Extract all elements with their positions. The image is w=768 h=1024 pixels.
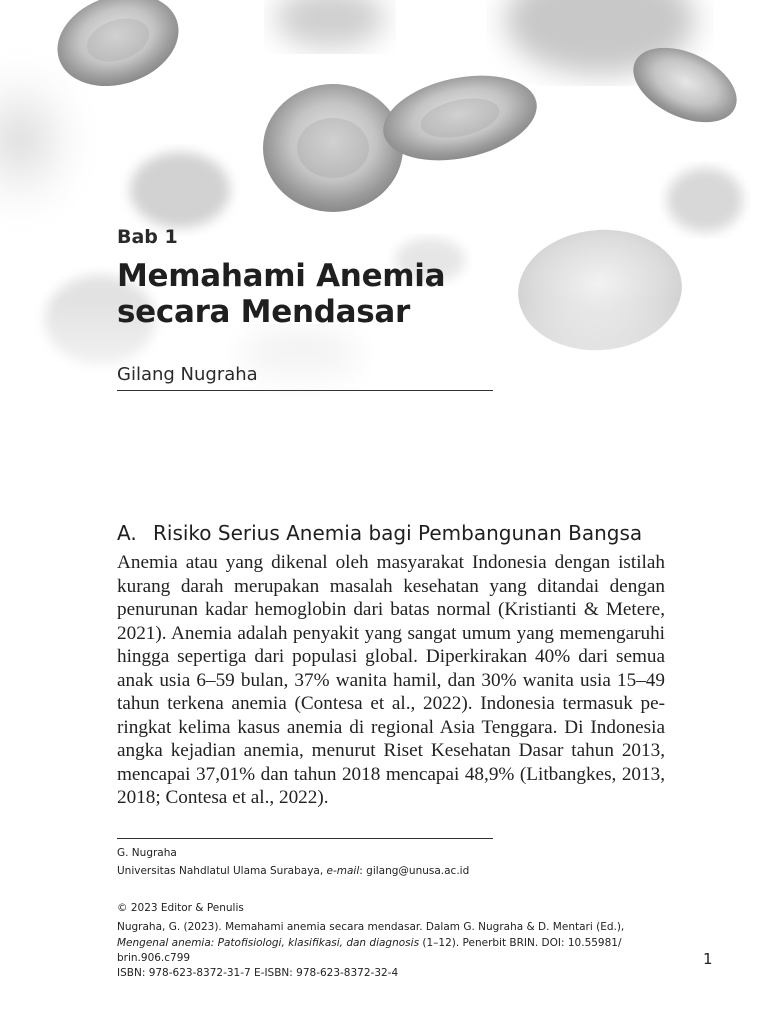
email-label: e-mail (326, 865, 360, 877)
section-heading (117, 521, 642, 545)
section-title: Risiko Serius Anemia bagi Pembangunan Bangsa (153, 521, 643, 545)
chapter-label: Bab 1 (117, 226, 178, 248)
author-divider (117, 390, 493, 391)
chapter-title-line-1: Memahami Anemia (117, 258, 446, 294)
body-paragraph: Anemia atau yang dikenal oleh masyarakat Indonesia dengan istilah kurang darah merupakan masalah kesehatan yang ditandai dengan penurunan kadar hemoglobin dari batas normal (Kristianti & Metere, 2021). Anemia adalah penyakit yang sangat umum yang memengaruhi hingga sepertiga dari populasi global. Diperkirakan 40% dari semua anak usia 6–59 bulan, 37% wanita hamil, dan 30% wanita usia 15–49 tahun terkena anemia (Contesa et al., 2022). Indonesia termasuk peringkat kelima kasus anemia di regional Asia Tenggara. Di Indonesia angka kejadian anemia, menurut Riset Kesehatan Dasar tahun 2013, mencapai 37,01% dan tahun 2018 mencapai 48,9% (Litbangkes, 2013, 2018; Contesa et al., 2022). (117, 552, 665, 808)
citation-pages-doi: (1–12). Penerbit BRIN. DOI: 10.55981/ (419, 937, 622, 949)
citation-line-2 (117, 936, 677, 951)
citation-doi-suffix[interactable]: brin.906.c799 (117, 952, 191, 964)
email-separator: : (359, 865, 367, 877)
isbn-line: ISBN: 978-623-8372-31-7 E-ISBN: 978-623-8372-32-4 (117, 967, 399, 979)
affiliation-text: Universitas Nahdlatul Ulama Surabaya, (117, 865, 327, 877)
copyright-line: © 2023 Editor & Penulis (117, 902, 244, 914)
footnote-affiliation (117, 864, 677, 879)
chapter-title (117, 258, 517, 330)
footnote-divider (117, 838, 493, 839)
chapter-author: Gilang Nugraha (117, 364, 258, 385)
chapter-title-line-2: secara Mendasar (117, 294, 410, 330)
citation-book-title: Mengenal anemia: Patofisiologi, klasifikasi, dan diagnosis (117, 937, 420, 949)
citation-line-1: Nugraha, G. (2023). Memahami anemia secara mendasar. Dalam G. Nugraha & D. Mentari (Ed.), (117, 921, 625, 933)
page-number: 1 (703, 950, 713, 968)
section-number: A. (117, 521, 137, 545)
footnote-author: G. Nugraha (117, 847, 177, 859)
email-address[interactable]: gilang@unusa.ac.id (366, 865, 470, 877)
blood-cells-background (0, 0, 768, 420)
